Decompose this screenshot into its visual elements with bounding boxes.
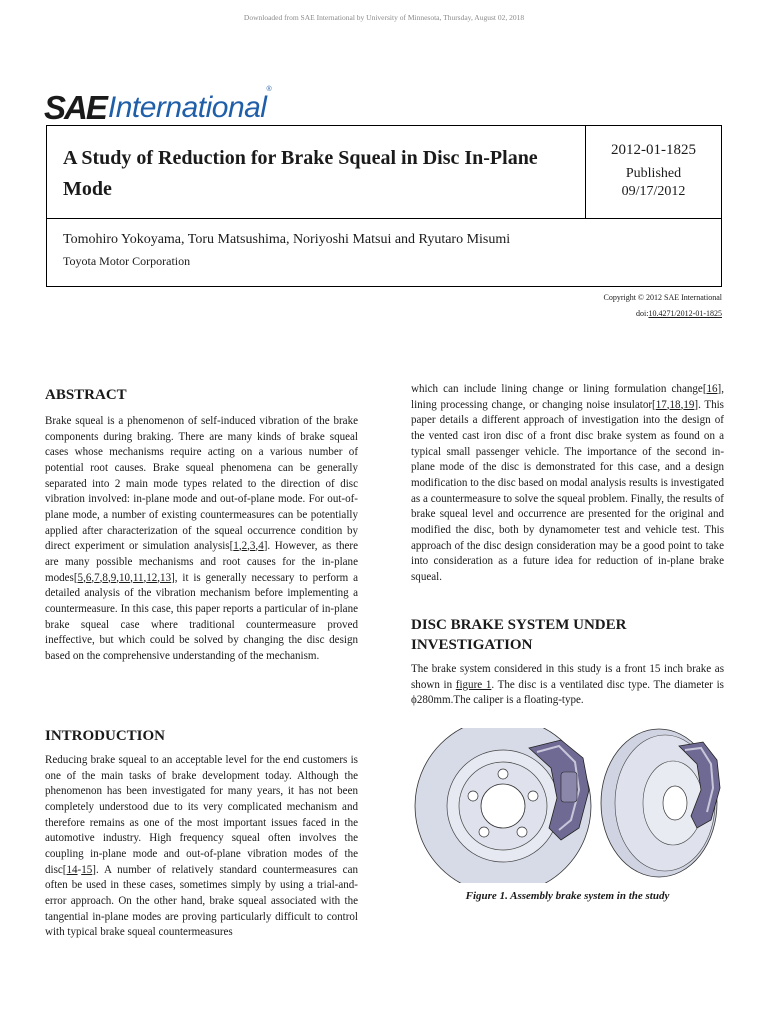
copyright-notice: Copyright © 2012 SAE International: [603, 293, 722, 302]
sae-logo: [44, 84, 272, 124]
disc-brake-body: [411, 662, 724, 709]
introduction-text: which can include lining change or lining formulation change[: [411, 383, 707, 395]
ref-link-5[interactable]: 5: [77, 571, 84, 584]
abstract-text: ], it is generally necessary to perform a detailed analysis of the vibration mechanism before implementing a countermeasure. In this case, this paper reports a particular of in-plane brake squeal case where traditional countermeasure proved ineffective, but which could be solved by changing the disc design based on the comprehensive understanding of the mechanism.: [45, 571, 358, 662]
figure-1-link[interactable]: figure 1: [455, 678, 492, 691]
paper-title: A Study of Reduction for Brake Squeal in Disc In-Plane Mode: [63, 147, 538, 200]
affiliation: Toyota Motor Corporation: [63, 254, 191, 268]
doi: [636, 309, 722, 318]
ref-link-9[interactable]: 9: [110, 571, 117, 584]
ref-link-7[interactable]: 7: [94, 571, 100, 584]
ref-link-12[interactable]: 12: [146, 571, 158, 584]
ref-link-6[interactable]: 6: [85, 571, 92, 584]
ref-link-8[interactable]: 8: [102, 571, 108, 584]
figure-1-caption: Figure 1. Assembly brake system in the study: [465, 890, 670, 902]
disc-brake-text: . The disc is a ventilated disc type. The diameter is ϕ280mm.The caliper is a floating-type.: [411, 678, 724, 707]
ref-link-15[interactable]: 15: [81, 863, 93, 876]
introduction-text: Reducing brake squeal to an acceptable level for the end customers is one of the main tasks of brake development today. Although the phenomenon has been investigated for many years, it has not been completely understood due to its very complicated mechanism and therefore remains as one of the most important issues faced in the automotive industry. High frequency squeal often involves the coupling in-plane mode and out-of-plane vibration modes of the disc[: [45, 754, 358, 876]
introduction-text: ]. This paper details a different approach of investigation into the design of the vented cast iron disc of a front disc brake system as found on a typical small passenger vehicle. The importance of the second in-plane mode of the disc is demonstrated for this case, and a design modification to the disc based on modal analysis results is investigated as a countermeasure to solve the squeal problem. Finally, the results of brake squeal level and occurrence are presented for the original and modified the disc, both by dynamometer test and vehicle test. This approach of the disc design consideration may be a good point to take into consideration as a future idea for reduction of in-plane brake squeal.: [411, 398, 724, 583]
ref-link-16[interactable]: 16: [706, 383, 718, 395]
title-cell: [47, 126, 586, 218]
abstract-text: Brake squeal is a phenomenon of self-induced vibration of the brake components during braking. There are many kinds of brake squeal cases whose mechanisms require acting on a various number of potential root causes. Brake squeal phenomena can be generally separated into 2 main mode types related to the direction of disc vibration involved: in-plane mode and out-of-plane mode. For out-of-plane mode, a number of existing countermeasures can be potentially applied after characterization of the squeal occurrence condition by direct experiment or simulation analysis[: [45, 415, 358, 553]
ref-link-3[interactable]: 3: [249, 540, 256, 553]
logo-sae-text: SAE: [44, 89, 106, 126]
download-note: Downloaded from SAE International by University of Minnesota, Thursday, August 02, 2018: [243, 13, 525, 22]
ref-link-2[interactable]: 2: [241, 540, 248, 553]
ref-link-1[interactable]: 1: [233, 540, 239, 553]
abstract-body: Brake squeal is a phenomenon of self-induced vibration of the brake components during braking. There are many kinds of brake squeal cases whose mechanisms require acting on a various number of potential root causes. Brake squeal phenomena can be generally separated into 2 main mode types related to the direction of disc vibration involved: in-plane mode and out-of-plane mode. For out-of-plane mode, a number of existing countermeasures can be potentially applied after characterization of the squeal occurrence condition by direct experiment or simulation analysis[1,2,3,4]. However, as there are many possible mechanisms and root causes for the in-plane modes[5,6,7,8,9,10,11,12,13], it is generally necessary to perform a detailed analysis of the vibration mechanism before implementing a countermeasure. In this case, this paper reports a particular of in-plane brake squeal case where traditional countermeasure proved ineffective, but which could be solved by changing the disc design based on the comprehensive understanding of the mechanism.: [45, 415, 359, 662]
ref-link-14[interactable]: 14: [66, 863, 78, 876]
ref-link-10[interactable]: 10: [119, 571, 131, 584]
brake-assembly-figure: [411, 728, 724, 883]
ref-link-11[interactable]: 11: [132, 571, 144, 584]
introduction-text: ]. A number of relatively standard countermeasures can often be used in these cases, sometimes simply by using a trial-and-error approach. On the other hand, brake squeal associated with the tangential in-plane modes are proving particularly difficult to control with typical brake squeal countermeasures: [45, 863, 358, 939]
published-date: 09/17/2012: [621, 184, 686, 199]
doi-link[interactable]: 10.4271/2012-01-1825: [648, 309, 722, 318]
ref-link-17[interactable]: 17: [655, 398, 667, 411]
introduction-continued: which can include lining change or lining formulation change[16], lining processing change, or changing noise insulator[17,18,19]. This paper details a different approach of investigation into the design of the vented cast iron disc of a front disc brake system as found on a typical small passenger vehicle. The importance of the second in-plane mode of the disc is demonstrated for this case, and a design modification to the disc based on modal analysis results is investigated as a countermeasure to solve the squeal problem. Finally, the results of brake squeal level and occurrence are presented for the original and modified the disc, both by dynamometer test and vehicle test. This approach of the disc design consideration may be a good point to take into consideration as a future idea for reduction of in-plane brake squeal.: [411, 383, 724, 583]
paper-info-cell: [586, 126, 721, 218]
logo-international-text: International: [107, 91, 267, 124]
doi-label: doi:: [635, 309, 649, 318]
abstract-text: ]. However, as there are many possible mechanisms and root causes for the in-plane modes[: [45, 540, 359, 584]
paper-id: 2012-01-1825: [611, 142, 696, 158]
ref-link-13[interactable]: 13: [160, 571, 172, 584]
logo-registered-mark: ®: [266, 86, 272, 93]
introduction-heading: INTRODUCTION: [45, 728, 166, 744]
abstract-heading: ABSTRACT: [45, 387, 127, 403]
header-box: [46, 125, 722, 287]
ref-link-4[interactable]: 4: [258, 540, 264, 553]
author-list: Tomohiro Yokoyama, Toru Matsushima, Noriyoshi Matsui and Ryutaro Misumi: [63, 232, 511, 247]
ref-link-19[interactable]: 19: [683, 398, 695, 411]
introduction-text: ], lining processing change, or changing noise insulator[: [411, 383, 724, 411]
disc-brake-heading: DISC BRAKE SYSTEM UNDER INVESTIGATION: [411, 617, 627, 653]
ref-range-dash: -: [77, 863, 82, 876]
introduction-body: [45, 753, 358, 941]
ref-link-18[interactable]: 18: [669, 398, 681, 411]
published-label: Published: [625, 166, 682, 181]
author-cell: [47, 218, 721, 286]
disc-brake-text: The brake system considered in this study is a front 15 inch brake as shown in: [411, 663, 724, 691]
